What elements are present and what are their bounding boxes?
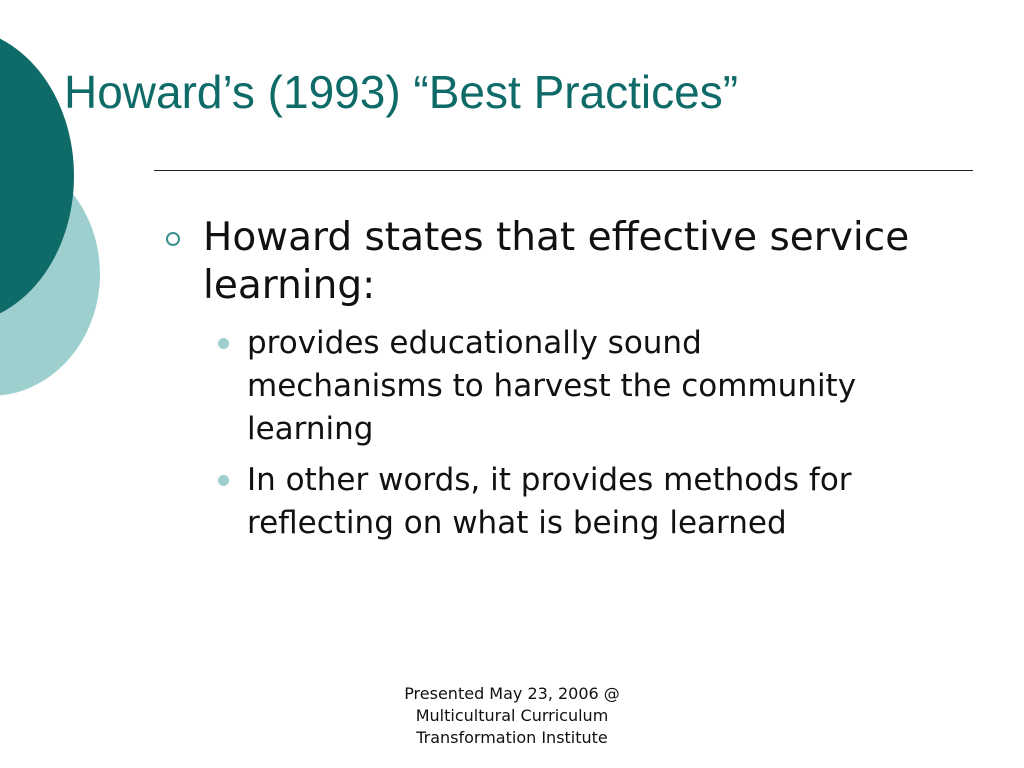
sub-bullet-line: In other words, it provides methods for [247, 462, 852, 498]
slide-title: Howard’s (1993) “Best Practices” [64, 66, 739, 118]
main-bullet-line-2: learning: [203, 263, 376, 308]
filled-circle-bullet-icon [218, 338, 229, 349]
sub-bullet-line: reflecting on what is being learned [247, 505, 787, 541]
sub-bullet-line: learning [247, 411, 374, 447]
filled-circle-bullet-icon [218, 475, 229, 486]
sub-bullet-line: provides educationally sound [247, 325, 702, 361]
sub-bullet-list [166, 322, 966, 545]
main-bullet-item [166, 214, 966, 310]
hollow-circle-bullet-icon [166, 232, 180, 246]
slide-content [166, 214, 966, 553]
main-bullet-line-1: Howard states that effective service [203, 215, 910, 260]
footer-line: Multicultural Curriculum [415, 706, 609, 725]
sub-bullet-item [218, 322, 966, 451]
title-divider [154, 170, 973, 171]
slide-footer [384, 683, 640, 749]
sub-bullet-line: mechanisms to harvest the community [247, 368, 857, 404]
footer-line: Transformation Institute [416, 728, 608, 747]
sub-bullet-item [218, 459, 966, 545]
footer-line: Presented May 23, 2006 @ [404, 684, 620, 703]
